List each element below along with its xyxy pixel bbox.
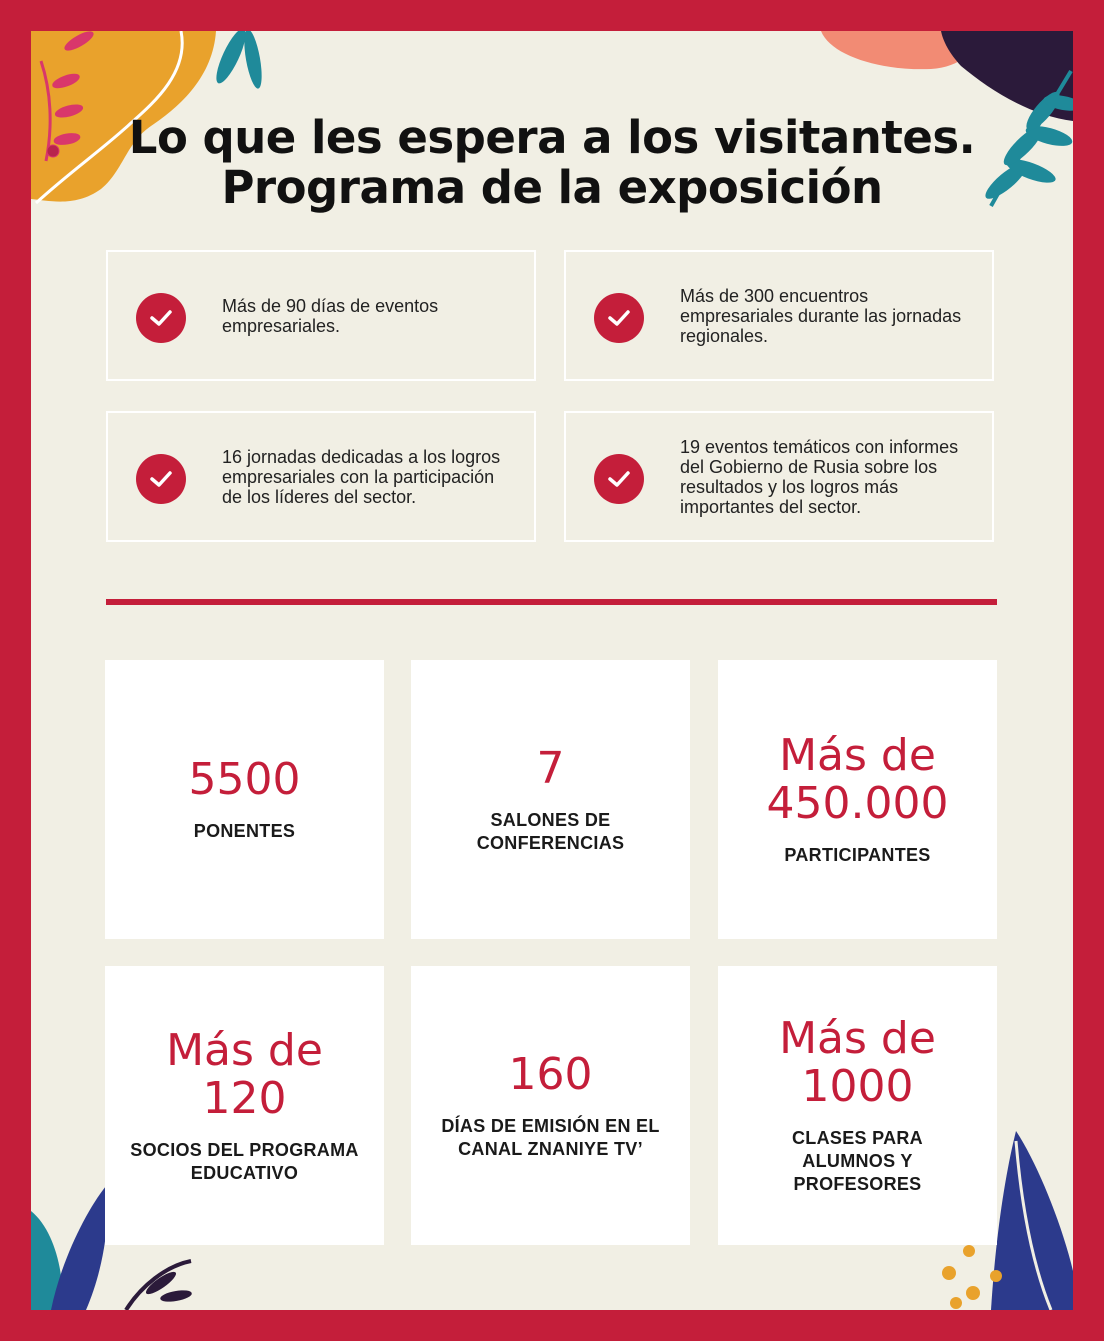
stat-card bbox=[411, 660, 690, 939]
teal-leaf-shape bbox=[211, 31, 265, 90]
stat-label: DÍAS DE EMISIÓN EN EL CANAL ZNANIYE TV’ bbox=[441, 1115, 660, 1159]
stat-value: 160 bbox=[508, 1048, 593, 1100]
bottom-right-leaf-shape bbox=[991, 1131, 1073, 1310]
section-divider bbox=[106, 599, 997, 605]
stat-card bbox=[105, 660, 384, 939]
stat-value: Más de 1000 bbox=[779, 1013, 936, 1112]
feature-text: Más de 90 días de eventos empresariales. bbox=[222, 295, 439, 336]
stat-value: Más de 120 bbox=[166, 1024, 323, 1124]
stat-value: 7 bbox=[536, 742, 565, 794]
stat-card bbox=[718, 966, 997, 1245]
title-line-1: Lo que les espera a los visitantes. bbox=[128, 111, 976, 164]
feature-box bbox=[106, 411, 536, 542]
stat-card bbox=[105, 966, 384, 1245]
feature-text: Más de 300 encuentros empresariales durante las jornadas regionales. bbox=[680, 285, 962, 346]
check-icon bbox=[136, 454, 186, 504]
stat-card bbox=[718, 660, 997, 939]
stat-label: PARTICIPANTES bbox=[784, 845, 931, 865]
stat-label: PONENTES bbox=[193, 821, 296, 841]
feature-box bbox=[564, 411, 994, 542]
check-icon bbox=[136, 293, 186, 343]
feature-box bbox=[106, 250, 536, 381]
feature-text: 19 eventos temáticos con informes del Gobierno de Rusia sobre los resultados y los logros más importantes del sector. bbox=[680, 436, 959, 517]
feature-text: 16 jornadas dedicadas a los logros empresariales con la participación de los líderes del sector. bbox=[222, 446, 501, 507]
title-line-2: Programa de la exposición bbox=[221, 161, 883, 214]
stat-value: 5500 bbox=[188, 754, 301, 805]
check-icon bbox=[594, 293, 644, 343]
infographic-frame bbox=[31, 31, 1073, 1310]
stat-label: CLASES PARA ALUMNOS Y PROFESORES bbox=[792, 1128, 923, 1194]
check-icon bbox=[594, 454, 644, 504]
feature-box bbox=[564, 250, 994, 381]
stat-label: SOCIOS DEL PROGRAMA EDUCATIVO bbox=[130, 1139, 359, 1183]
stat-card bbox=[411, 966, 690, 1245]
stat-label: SALONES DE CONFERENCIAS bbox=[476, 809, 625, 853]
stat-value: Más de 450.000 bbox=[766, 730, 949, 829]
page-title bbox=[31, 113, 1073, 213]
